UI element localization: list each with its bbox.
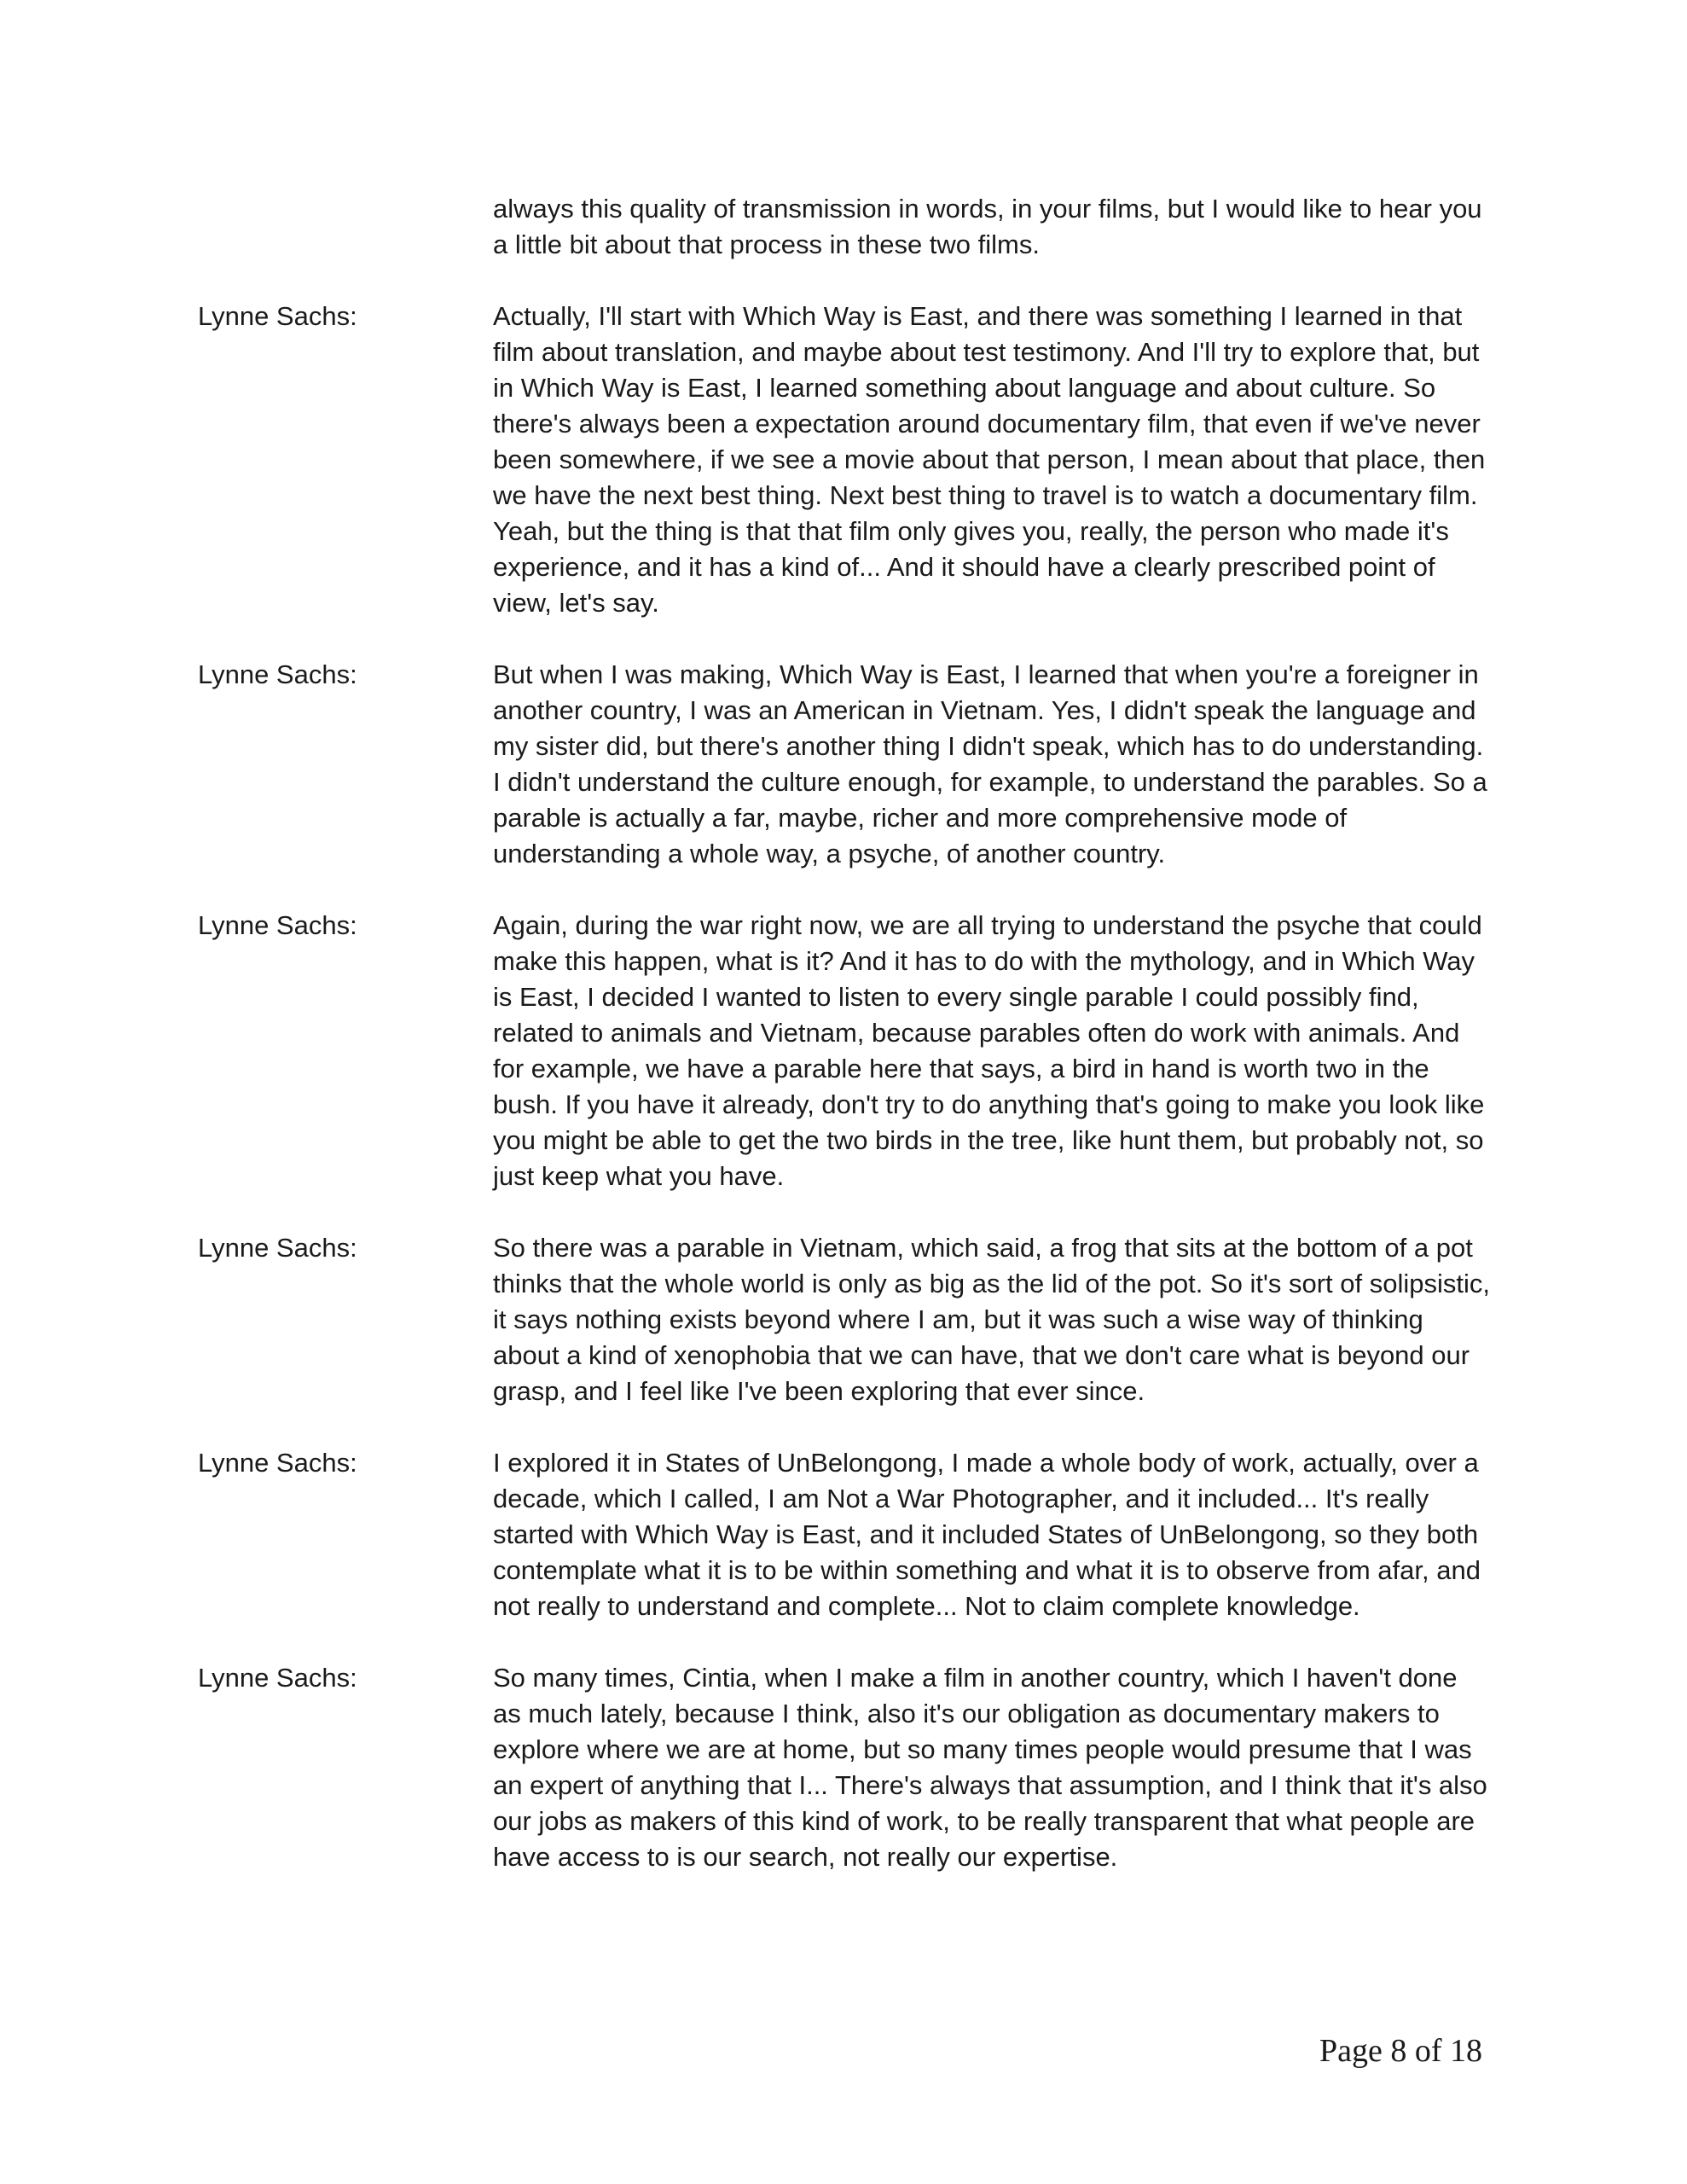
speaker-label: Lynne Sachs:: [198, 910, 357, 940]
speech-text: But when I was making, Which Way is East, I learned that when you're a foreigner in another country, I was an American in Vietnam. Yes, I didn't speak the language and my sister did, but there's another thing I didn't speak, which has to do understanding. I didn't understand the culture enough, for example, to understand the parables. So a parable is actually a far, maybe, richer and more comprehensive mode of understanding a whole way, a psyche, of another country.: [493, 659, 1487, 868]
transcript-entry: [198, 191, 1494, 263]
speaker-label: [198, 191, 493, 263]
transcript-entry: [198, 1445, 1494, 1624]
transcript-entry: [198, 299, 1494, 621]
speech-text: Again, during the war right now, we are all trying to understand the psyche that could make this happen, what is it? And it has to do with the mythology, and in Which Way is East, I decided I wanted to listen to every single parable I could possibly find, related to animals and Vietnam, because parables often do work with animals. And for example, we have a parable here that says, a bird in hand is worth two in the bush. If you have it already, don't try to do anything that's going to make you look like you might be able to get the two birds in the tree, like hunt them, but probably not, so just keep what you have.: [493, 910, 1485, 1191]
speech-text: So there was a parable in Vietnam, which said, a frog that sits at the bottom of a pot thinks that the whole world is only as big as the lid of the pot. So it's sort of solipsistic, it says nothing exists beyond where I am, but it was such a wise way of thinking about a kind of xenophobia that we can have, that we don't care what is beyond our grasp, and I feel like I've been exploring that ever since.: [493, 1233, 1490, 1406]
speaker-label: Lynne Sachs:: [198, 1448, 357, 1478]
transcript-body: [198, 191, 1494, 1911]
page-number: Page 8 of 18: [1319, 2033, 1482, 2069]
transcript-entry: [198, 657, 1494, 872]
speech-text: Actually, I'll start with Which Way is East, and there was something I learned in that film about translation, and maybe about test testimony. And I'll try to explore that, but in Which Way is East, I learned something about language and about culture. So there's always been a expectation around documentary film, that even if we've never been somewhere, if we see a movie about that person, I mean about that place, then we have the next best thing. Next best thing to travel is to watch a documentary film. Yeah, but the thing is that that film only gives you, really, the person who made it's experience, and it has a kind of... And it should have a clearly prescribed point of view, let's say.: [493, 301, 1486, 618]
speaker-label: Lynne Sachs:: [198, 1663, 357, 1693]
speaker-label: Lynne Sachs:: [198, 301, 357, 331]
speaker-label: Lynne Sachs:: [198, 1233, 357, 1263]
speech-text: always this quality of transmission in words, in your films, but I would like to hear you a little bit about that process in these two films.: [493, 194, 1482, 259]
speech-text: I explored it in States of UnBelongong, I made a whole body of work, actually, over a decade, which I called, I am Not a War Photographer, and it included... It's really started with Which Way is East, and it included States of UnBelongong, so they both contemplate what it is to be within something and what it is to observe from afar, and not really to understand and complete... Not to claim complete knowledge.: [493, 1448, 1481, 1621]
transcript-entry: [198, 908, 1494, 1194]
speech-text: So many times, Cintia, when I make a film in another country, which I haven't done as much lately, because I think, also it's our obligation as documentary makers to explore where we are at home, but so many times people would presume that I was an expert of anything that I... There's always that assumption, and I think that it's also our jobs as makers of this kind of work, to be really transparent that what people are have access to is our search, not really our expertise.: [493, 1663, 1487, 1872]
speaker-label: Lynne Sachs:: [198, 659, 357, 689]
transcript-entry: [198, 1230, 1494, 1409]
transcript-entry: [198, 1660, 1494, 1875]
